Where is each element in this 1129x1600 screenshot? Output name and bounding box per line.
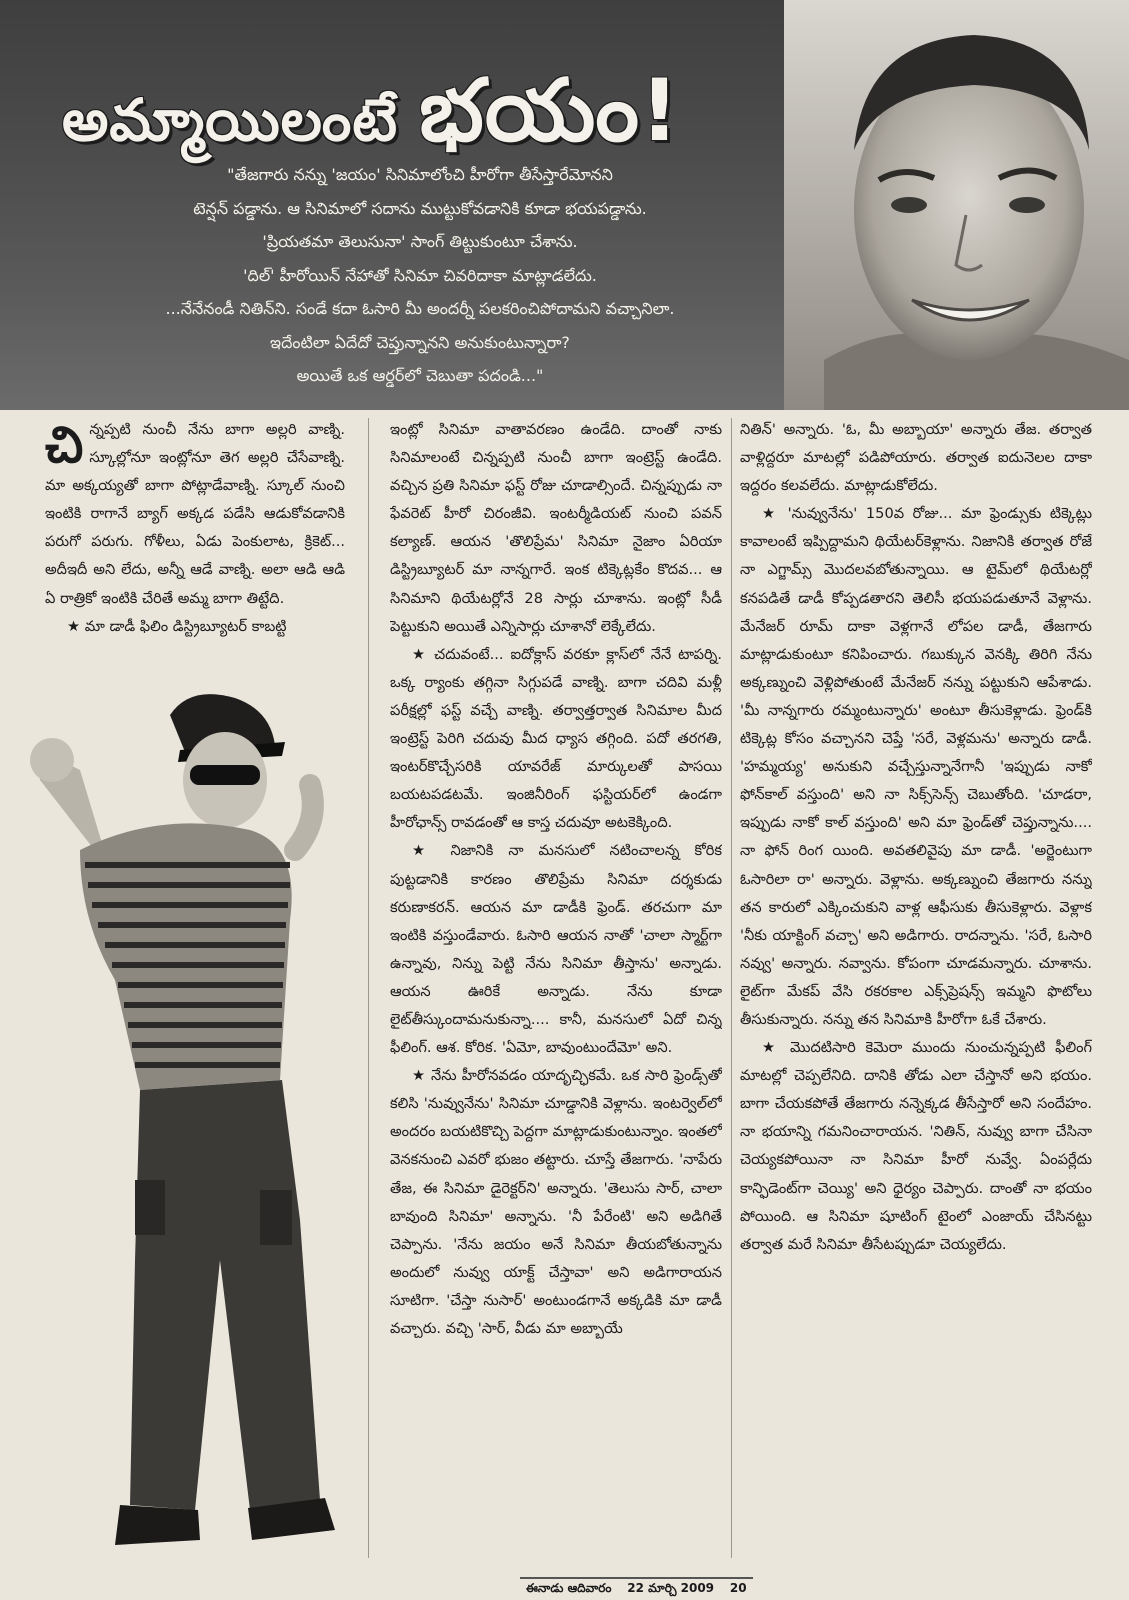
intro-line: 'దిల్' హీరోయిన్ నేహాతో సినిమా చివరిదాకా మాట్లాడలేదు. — [243, 265, 597, 285]
article-paragraph: ★ 'నువ్వునేను' 150వ రోజు... మా ఫ్రెండ్సుకు టిక్కెట్లు కావాలంటే ఇప్పిద్దామని థియేటర్‌కెళ్లాను. నిజానికి తర్వాత రోజే నా ఎగ్జామ్స్ మొదలవబోతున్నాయి. ఆ టైమ్‌లో థియేటర్లో కనపడితే డాడీ కోప్పడతారని తెలిసీ భయపడుతూనే వెళ్లాను. మేనేజర్ రూమ్ దాకా వెళ్లగానే లోపల డాడీ, తేజగారు మాట్లాడుకుంటూ కనిపించారు. గబుక్కున వెనక్కి తిరిగి నేను అక్కణ్నుంచి వెళ్లిపోతుంటే మేనేజర్ నన్ను పట్టుకుని ఆపేశాడు. 'మీ నాన్నగారు రమ్మంటున్నారు' అంటూ తీసుకెళ్లాడు. ఫ్రెండ్‌కి టిక్కెట్ల కోసం వచ్చానని చెప్తే 'సరే, వెళ్లమను' అన్నారు డాడీ. 'హమ్మయ్య' అనుకుని వచ్చేస్తున్నానేగానీ 'ఇప్పుడు నాకో ఫోన్‌కాల్ వస్తుంది' అని నా సిక్స్‌సెన్స్ చెబుతోంది. 'చూడరా, ఇప్పుడు నాకో కాల్ వస్తుంది' అని మా ఫ్రెండ్‌తో చెప్తున్నాను.... నా ఫోన్ రింగ యింది. అవతలివైపు మా డాడీ. 'అర్జెంటుగా ఓసారిలా రా' అన్నారు. వెళ్లాను. అక్కణ్నుంచి తేజగారు నన్ను తన కారులో ఎక్కించుకుని వాళ్ల ఆఫీసుకు తీసుకెళ్లారు. వెళ్లాక 'నీకు యాక్టింగ్ వచ్చా' అని అడిగారు. రాదన్నాను. 'సరే, ఓసారి నవ్వు' అన్నారు. నవ్వాను. కోపంగా చూడమన్నారు. చూశాను. లైట్‌గా మేకప్ వేసి రకరకాల ఎక్స్‌ప్రెషన్స్ ఇమ్మని ఫొటోలు తీసుకున్నారు. నన్ను తన సినిమాకి హీరోగా ఓకే చేశారు. — [740, 505, 1092, 1028]
article-paragraph: ★ మా డాడీ ఫిలిం డిస్ట్రిబ్యూటర్ కాబట్టి — [67, 617, 287, 635]
intro-line: "తేజగారు నన్ను 'జయం' సినిమాలోంచి హీరోగా తీసేస్తారేమోనని — [227, 165, 613, 184]
intro-line: ...నేనేనండీ నితిన్‌ని. సండే కదా ఓసారి మీ అందర్నీ పలకరించిపోదామని వచ్చానిలా. — [165, 299, 675, 318]
header-banner — [0, 0, 1129, 410]
portrait-photo — [784, 0, 1129, 410]
paragraph-text: న్నప్పటి నుంచీ నేను బాగా అల్లరి వాణ్ని. స్కూల్లోనూ ఇంట్లోనూ తెగ అల్లరి చేసేవాణ్ని. మా అక్కయ్యతో బాగా పోట్లాడేవాణ్ని. స్కూల్ నుంచి ఇంటికి రాగానే బ్యాగ్ అక్కడ పడేసి ఆడుకోవడానికి పరుగో పరుగు. గోళీలు, ఏడు పెంకులాట, క్రికెట్... అదీఇదీ అని లేదు, అన్నీ ఆడే వాణ్ని. అలా ఆడి ఆడి ఏ రాత్రికో ఇంటికి చేరితే అమ్మ బాగా తిట్టేది. — [45, 421, 345, 607]
article-column-1 — [45, 416, 345, 656]
article-paragraph: నితిన్' అన్నారు. 'ఓ, మీ అబ్బాయా' అన్నారు తేజ. తర్వాత వాళ్లిద్దరూ మాటల్లో పడిపోయారు. తర్వాత ఐదునెలల దాకా ఇద్దరం కలవలేదు. మాట్లాడుకోలేదు. — [740, 421, 1092, 495]
article-column-2 — [390, 416, 722, 1566]
article-paragraph: ★ మొదటిసారి కెమెరా ముందు నుంచున్నప్పటి ఫీలింగ్ మాటల్లో చెప్పలేనిది. దానికి తోడు ఎలా చేస్తానో అని భయం. బాగా చేయకపోతే తేజగారు నన్నెక్కడ తీసేస్తారో అని సందేహం. నా భయాన్ని గమనించారాయన. 'నితిన్, నువ్వు బాగా చేసినా చెయ్యకపోయినా నా సినిమా హీరో నువ్వే. ఏంపర్లేదు కాన్ఫిడెంట్‌గా చెయ్యి' అని ధైర్యం చెప్పారు. దాంతో నా భయం పోయింది. ఆ సినిమా షూటింగ్ టైంలో ఎంజాయ్ చేసినట్టు తర్వాత మరే సినిమా తీసేటప్పుడూ చెయ్యలేదు. — [740, 1039, 1092, 1253]
article-paragraph: ★ నేను హీరోనవడం యాదృచ్ఛికమే. ఒక సారి ఫ్రెండ్స్‌తో కలిసి 'నువ్వునేను' సినిమా చూడ్డానికి వెళ్లాను. ఇంటర్వెల్‌లో అందరం బయటికొచ్చి పెద్దగా మాట్లాడుకుంటున్నాం. ఇంతలో వెనకనుంచి ఎవరో భుజం తట్టారు. చూస్తే తేజగారు. 'నాపేరు తేజ, ఈ సినిమా డైరెక్టర్‌ని' అన్నారు. 'తెలుసు సార్, చాలా బావుంది సినిమా' అన్నాను. 'నీ పేరేంటి' అని అడిగితే చెప్పాను. 'నేను జయం అనే సినిమా తీయబోతున్నాను అందులో నువ్వు యాక్ట్ చేస్తావా' అని అడిగారాయన సూటిగా. 'చేస్తా నుసార్' అంటుండగానే అక్కడికి మా డాడీ వచ్చారు. వచ్చి 'సార్, వీడు మా అబ్బాయే — [390, 1067, 722, 1337]
column-divider — [731, 418, 732, 1558]
headline-part1: అమ్మాయిలంటే — [62, 86, 399, 154]
dropcap: చి — [45, 416, 84, 474]
publication-name: ఈనాడు ఆదివారం — [526, 1581, 612, 1595]
intro-quote — [40, 158, 800, 393]
intro-line: టెన్షన్ పడ్డాను. ఆ సినిమాలో సదాను ముట్టుకోవడానికి కూడా భయపడ్డాను. — [193, 198, 647, 218]
article-paragraph: ఇంట్లో సినిమా వాతావరణం ఉండేది. దాంతో నాకు సినిమాలంటే చిన్నప్పటి నుంచీ బాగా ఇంట్రెస్ట్ ఉండేది. వచ్చిన ప్రతి సినిమా ఫస్ట్ రోజు చూడాల్సిందే. చిన్నప్పుడు నా ఫేవరెట్ హీరో చిరంజీవి. ఇంటర్మీడియట్ నుంచి పవన్ కల్యాణ్. ఆయన 'తొలిప్రేమ' సినిమా నైజాం ఏరియా డిస్ట్రిబ్యూటర్ మా నాన్నగారే. ఇంక టిక్కెట్లకేం కొదవ... ఆ సినిమాని థియేటర్లోనే 28 సార్లు చూశాను. ఇంట్లో సీడీ పెట్టుకుని అయితే ఎన్నిసార్లు చూశానో లెక్కేలేదు. — [390, 421, 722, 635]
article-paragraph — [45, 416, 345, 613]
page-footer — [520, 1577, 753, 1599]
issue-date: 22 మార్చి 2009 — [627, 1581, 715, 1595]
intro-line: అయితే ఒక ఆర్డర్‌లో చెబుతా పదండి..." — [296, 366, 544, 385]
intro-line: 'ప్రియతమా తెలుసునా' సాంగ్ తిట్టుకుంటూ చేశాను. — [262, 232, 578, 251]
full-length-photo — [20, 660, 350, 1580]
article-paragraph: ★ చదువంటే... ఐదోక్లాస్ వరకూ క్లాస్‌లో నేనే టాపర్ని. ఒక్క ర్యాంకు తగ్గినా సిగ్గుపడే వాణ్ని. బాగా చదివి మళ్లీ పరీక్షల్లో ఫస్ట్ వచ్చే వాణ్ని. తర్వాత్తర్వాత సినిమాల మీద ఇంట్రెస్ట్ పెరిగి చదువు మీద ధ్యాస తగ్గింది. పదో తరగతి, ఇంటర్‌కొచ్చేసరికి యావరేజ్ మార్కులతో పాసయి బయటపడటమే. ఇంజినీరింగ్ ఫస్టియర్‌లో ఉండగా హీరోఛాన్స్ రావడంతో ఆ కాస్త చదువూ అటకెక్కింది. — [390, 645, 722, 832]
article-paragraph: ★ నిజానికి నా మనసులో నటించాలన్న కోరిక పుట్టడానికి కారణం తొలిప్రేమ సినిమా దర్శకుడు కరుణాకరన్. ఆయన మా డాడీకి ఫ్రెండ్. తరచుగా మా ఇంటికి వస్తుండేవారు. ఓసారి ఆయన నాతో 'చాలా స్మార్ట్‌గా ఉన్నావు, నిన్ను పెట్టి నేను సినిమా తీస్తాను' అన్నాడు. ఆయన ఊరికే అన్నాడు. నేను కూడా లైట్‌తీస్కుందామనుకున్నా.... కానీ, మనసులో ఏదో చిన్న ఫీలింగ్. ఆశ. కోరిక. 'ఏమో, బావుంటుందేమో' అని. — [390, 842, 722, 1057]
intro-line: ఇదేంటిలా ఏదేదో చెప్తున్నానని అనుకుంటున్నారా? — [270, 332, 570, 352]
headline — [62, 62, 680, 161]
page-number: 20 — [729, 1581, 747, 1595]
headline-part2: భయం! — [419, 61, 681, 161]
column-divider — [368, 418, 369, 1558]
article-column-3 — [740, 416, 1092, 1566]
